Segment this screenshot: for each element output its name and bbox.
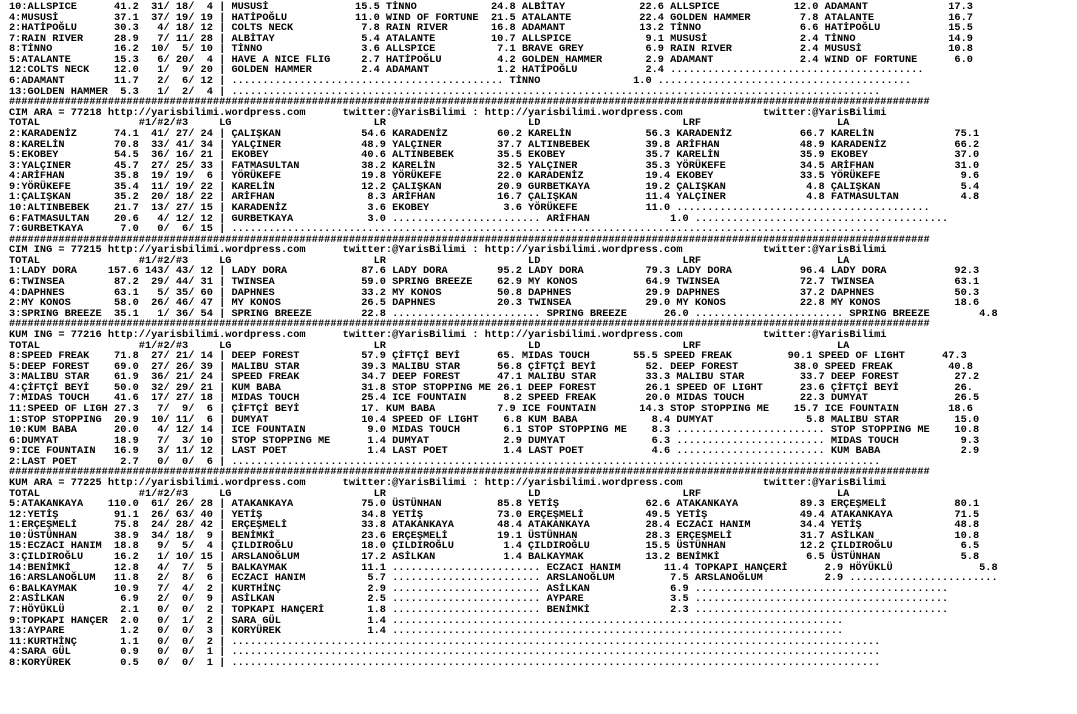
horse-row: 2:LAST POET 2.7 0/ 0/ 6 | ......................................................................................................... xyxy=(9,455,881,468)
column-header: TOTAL #1/#2/#3 LG LR LD LRF LA xyxy=(9,487,850,500)
horse-row: 4:ÇİFTÇİ BEYİ 50.0 32/ 29/ 21 | KUM BABA 31.8 STOP STOPPING ME 26.1 DEEP FOREST 26.1 SPEED OF LIGHT 23.6 ÇİFTÇİ BEYİ 26. xyxy=(9,381,973,394)
column-header: TOTAL #1/#2/#3 LG LR LD LRF LA xyxy=(9,339,850,352)
horse-row: 12:YETİŞ 91.1 26/ 63/ 40 | YETİŞ 34.8 YETİŞ 73.0 ERÇEŞMELİ 49.5 YETİŞ 49.4 ATAKANKAYA 71.5 xyxy=(9,508,980,521)
horse-row: 6:DUMYAT 18.9 7/ 3/ 10 | STOP STOPPING ME 1.4 DUMYAT 2.9 DUMYAT 6.3 ........................ MIDAS TOUCH 9.3 xyxy=(9,434,980,447)
horse-row: 4:ARİFHAN 35.8 19/ 19/ 6 | YÖRÜKEFE 19.8 YÖRÜKEFE 22.0 KARADENİZ 19.4 EKOBEY 33.5 YÖRÜKEFE 9.6 xyxy=(9,170,980,183)
horse-row: 11:SPEED OF LIGH 27.3 7/ 9/ 6 | ÇİFTÇİ BEYİ 17. KUM BABA 7.9 ICE FOUNTAIN 14.3 STOP STOPPING ME 15.7 ICE FOUNTAIN 18.6 xyxy=(9,402,973,415)
horse-row: 13:GOLDEN HAMMER 5.3 1/ 2/ 4 | ......................................................................................................... xyxy=(9,85,881,98)
horse-row: 10:ALLSPICE 41.2 31/ 18/ 4 | MUSUSİ 15.5 TİNNO 24.8 ALBİTAY 22.6 ALLSPICE 12.0 ADAMANT 17.3 xyxy=(9,1,973,13)
horse-row: 3:SPRING BREEZE 35.1 1/ 36/ 54 | SPRING BREEZE 22.8 ........................ SPRING BREEZE 26.0 ........................ SPRING BREEZE 4.8 xyxy=(9,307,998,320)
horse-row: 3:MALIBU STAR 61.9 36/ 21/ 24 | SPEED FREAK 34.7 DEEP FOREST 47.1 MALIBU STAR 33.3 MALIBU STAR 33.7 DEEP FOREST 27.2 xyxy=(9,371,980,384)
section-divider: ##################################################################################################################################################### xyxy=(9,96,930,109)
horse-row: 7:MIDAS TOUCH 41.6 17/ 27/ 18 | MIDAS TOUCH 25.4 ICE FOUNTAIN 8.2 SPEED FREAK 20.0 MIDAS TOUCH 22.3 DUMYAT 26.5 xyxy=(9,392,980,405)
horse-row: 10:ÜSTÜNHAN 38.9 34/ 18/ 9 | BENİMKİ 23.6 ERÇEŞMELİ 19.1 ÜSTÜNHAN 28.3 ERÇEŞMELİ 31.7 ASİLKAN 10.8 xyxy=(9,529,980,542)
horse-row: 5:EKOBEY 54.5 36/ 16/ 21 | EKOBEY 40.6 ALTINBEBEK 35.5 EKOBEY 35.7 KARELİN 35.9 EKOBEY 37.0 xyxy=(9,149,980,162)
horse-row: 13:AYPARE 1.2 0/ 0/ 3 | KORYÜREK 1.4 ......................................................................... xyxy=(9,625,844,638)
horse-row: 3:YALÇINER 45.7 27/ 25/ 33 | FATMASULTAN 38.2 KARELİN 32.5 YALÇINER 35.3 YÖRÜKEFE 34.5 ARİFHAN 31.0 xyxy=(9,159,980,172)
horse-row: 7:GURBETKAYA 7.0 0/ 6/ 15 | ......................................................................................................... xyxy=(9,223,881,236)
horse-row: 2:KARADENİZ 74.1 41/ 27/ 24 | ÇALIŞKAN 54.6 KARADENİZ 60.2 KARELİN 56.3 KARADENİZ 66.7 KARELİN 75.1 xyxy=(9,127,980,140)
horse-row: 4:DAPHNES 63.1 5/ 35/ 60 | DAPHNES 33.2 MY KONOS 50.8 DAPHNES 29.9 DAPHNES 37.2 DAPHNES 50.3 xyxy=(9,286,980,299)
race-header: CIM ING = 77215 http://yarisbilimi.wordpress.com twitter:@YarisBilimi : http://yarisbilimi.wordpress.com twitter:@YarisBilimi xyxy=(9,244,887,257)
horse-row: 5:ATALANTE 15.3 6/ 20/ 4 | HAVE A NICE FLIG 2.7 HATİPOĞLU 4.2 GOLDEN HAMMER 2.9 ADAMANT 2.4 WIND OF FORTUNE 6.0 xyxy=(9,53,973,66)
horse-row: 9:YÖRÜKEFE 35.4 11/ 19/ 22 | KARELİN 12.2 ÇALIŞKAN 20.9 GURBETKAYA 19.2 ÇALIŞKAN 4.8 ÇALIŞKAN 5.4 xyxy=(9,180,980,193)
horse-row: 1:LADY DORA 157.6 143/ 43/ 12 | LADY DORA 87.6 LADY DORA 95.2 LADY DORA 79.3 LADY DORA 96.4 LADY DORA 92.3 xyxy=(9,265,980,278)
race-header: CIM ARA = 77218 http://yarisbilimi.wordpress.com twitter:@YarisBilimi : http://yarisbilimi.wordpress.com twitter:@YarisBilimi xyxy=(9,106,887,119)
race-header: KUM ARA = 77225 http://yarisbilimi.wordpress.com twitter:@YarisBilimi : http://yarisbilimi.wordpress.com twitter:@YarisBilimi xyxy=(9,477,887,490)
race-header: KUM ING = 77216 http://yarisbilimi.wordpress.com twitter:@YarisBilimi : http://yarisbilimi.wordpress.com twitter:@YarisBilimi xyxy=(9,328,887,341)
horse-row: 1:ÇALIŞKAN 35.2 20/ 18/ 22 | ARİFHAN 8.3 ARİFHAN 16.7 ÇALIŞKAN 11.4 YALÇINER 4.8 FATMASULTAN 4.8 xyxy=(9,191,980,204)
column-header: TOTAL #1/#2/#3 LG LR LD LRF LA xyxy=(9,117,850,130)
horse-row: 2:MY KONOS 58.0 26/ 46/ 47 | MY KONOS 26.5 DAPHNES 20.3 TWINSEA 29.0 MY KONOS 22.8 MY KONOS 18.6 xyxy=(9,297,980,310)
horse-row: 6:BALKAYMAK 10.9 7/ 4/ 2 | KURTHİNÇ 2.9 ........................ ASİLKAN 6.9 ......................................... xyxy=(9,582,949,595)
horse-row: 6:FATMASULTAN 20.6 4/ 12/ 12 | GURBETKAYA 3.0 ........................ ARİFHAN 1.0 ......................................... xyxy=(9,212,949,225)
horse-row: 11:KURTHİNÇ 1.1 0/ 0/ 2 | ......................................................................................................... xyxy=(9,635,881,648)
horse-row: 1:STOP STOPPING 20.9 10/ 11/ 6 | DUMYAT 10.4 SPEED OF LIGHT 6.8 KUM BABA 8.4 DUMYAT 5.8 MALIBU STAR 15.0 xyxy=(9,413,980,426)
horse-row: 16:ARSLANOĞLUM 11.8 2/ 8/ 6 | ECZACI HANIM 5.7 ........................ ARSLANOĞLUM 7.5 ARSLANOĞLUM 2.9 ........................ xyxy=(9,572,998,585)
horse-row: 4:SARA GÜL 0.9 0/ 0/ 1 | ......................................................................................................... xyxy=(9,646,881,659)
horse-row: 2:ASİLKAN 6.9 2/ 0/ 9 | ASİLKAN 2.5 ........................ AYPARE 3.5 ......................................... xyxy=(9,593,949,606)
horse-row: 15:ECZACI HANIM 18.8 9/ 5/ 4 | ÇILDIROĞLU 18.0 ÇILDIROĞLU 1.4 ÇILDIROĞLU 15.5 ÜSTÜNHAN 12.2 ÇILDIROĞLU 6.5 xyxy=(9,540,980,553)
horse-row: 10:KUM BABA 20.0 4/ 12/ 14 | ICE FOUNTAIN 9.0 MIDAS TOUCH 6.1 STOP STOPPING ME 8.3 ........................ STOP STOPPING ME 10.8 xyxy=(9,424,980,437)
horse-row: 1:ERÇEŞMELİ 75.8 24/ 28/ 42 | ERÇEŞMELİ 33.8 ATAKANKAYA 48.4 ATAKANKAYA 28.4 ECZACI HANIM 34.4 YETİŞ 48.8 xyxy=(9,519,980,532)
section-divider: ##################################################################################################################################################### xyxy=(9,233,930,246)
horse-row: 8:KARELİN 70.8 33/ 41/ 34 | YALÇINER 48.9 YALÇINER 37.7 ALTINBEBEK 39.8 ARİFHAN 48.9 KARADENİZ 66.2 xyxy=(9,138,980,151)
column-header: TOTAL #1/#2/#3 LG LR LD LRF LA xyxy=(9,254,850,267)
horse-row: 2:HATİPOĞLU 30.3 4/ 18/ 12 | COLTS NECK 7.8 RAIN RIVER 16.8 ADAMANT 13.2 TİNNO 6.6 HATİPOĞLU 15.5 xyxy=(9,22,973,35)
horse-row: 7:RAIN RIVER 28.9 7/ 11/ 28 | ALBİTAY 5.4 ATALANTE 10.7 ALLSPICE 9.1 MUSUSİ 2.4 TİNNO 14.9 xyxy=(9,32,973,45)
horse-row: 7:HÖYÜKLÜ 2.1 0/ 0/ 2 | TOPKAPI HANÇERİ 1.8 ........................ BENİMKİ 2.3 ......................................... xyxy=(9,603,949,616)
horse-row: 6:ADAMANT 11.7 2/ 6/ 12 | ............................................ TİNNO 1.0 ......................................... xyxy=(9,75,912,88)
horse-row: 9:ICE FOUNTAIN 16.9 3/ 11/ 12 | LAST POET 1.4 LAST POET 1.4 LAST POET 4.6 ........................ KUM BABA 2.9 xyxy=(9,445,980,458)
horse-row: 8:KORYÜREK 0.5 0/ 0/ 1 | ......................................................................................................... xyxy=(9,656,881,669)
horse-row: 10:ALTINBEBEK 21.7 13/ 27/ 15 | KARADENİZ 3.6 EKOBEY 3.6 YÖRÜKEFE 11.0 ......................................... xyxy=(9,201,930,214)
horse-row: 5:DEEP FOREST 69.0 27/ 26/ 39 | MALIBU STAR 39.3 MALIBU STAR 56.8 ÇİFTÇİ BEYİ 52. DEEP FOREST 38.0 SPEED FREAK 40.8 xyxy=(9,360,973,373)
horse-row: 3:ÇILDIROĞLU 16.2 1/ 10/ 15 | ARSLANOĞLUM 17.2 ASİLKAN 1.4 BALKAYMAK 13.2 BENİMKİ 6.5 ÜSTÜNHAN 5.8 xyxy=(9,551,980,564)
horse-row: 12:COLTS NECK 12.0 1/ 9/ 20 | GOLDEN HAMMER 2.4 ADAMANT 1.2 HATİPOĞLU 2.4 ......................................... xyxy=(9,64,924,77)
horse-row: 14:BENİMKİ 12.8 4/ 7/ 5 | BALKAYMAK 11.1 ........................ ECZACI HANIM 11.4 TOPKAPI HANÇERİ 2.9 HÖYÜKLÜ 5.8 xyxy=(9,561,998,574)
horse-row: 4:MUSUSİ 37.1 37/ 19/ 19 | HATİPOĞLU 11.0 WIND OF FORTUNE 21.5 ATALANTE 22.4 GOLDEN HAMMER 7.8 ATALANTE 16.7 xyxy=(9,11,973,24)
section-divider: ##################################################################################################################################################### xyxy=(9,466,930,479)
section-divider: ##################################################################################################################################################### xyxy=(9,318,930,331)
horse-row: 9:TOPKAPI HANÇER 2.0 0/ 1/ 2 | SARA GÜL 1.4 ......................................................................... xyxy=(9,614,844,627)
horse-row: 8:SPEED FREAK 71.8 27/ 21/ 14 | DEEP FOREST 57.9 ÇİFTÇİ BEYİ 65. MIDAS TOUCH 55.5 SPEED FREAK 90.1 SPEED OF LIGHT 47.3 xyxy=(9,350,967,363)
horse-row: 8:TİNNO 16.2 10/ 5/ 10 | TİNNO 3.6 ALLSPICE 7.1 BRAVE GREY 6.9 RAIN RIVER 2.4 MUSUSİ 10.8 xyxy=(9,43,973,56)
horse-row: 5:ATAKANKAYA 110.0 61/ 26/ 28 | ATAKANKAYA 75.0 ÜSTÜNHAN 85.8 YETİŞ 62.6 ATAKANKAYA 89.3 ERÇEŞMELİ 80.1 xyxy=(9,498,980,511)
horse-row: 6:TWINSEA 87.2 29/ 44/ 31 | TWINSEA 59.0 SPRING BREEZE 62.9 MY KONOS 64.9 TWINSEA 72.7 TWINSEA 63.1 xyxy=(9,276,980,289)
